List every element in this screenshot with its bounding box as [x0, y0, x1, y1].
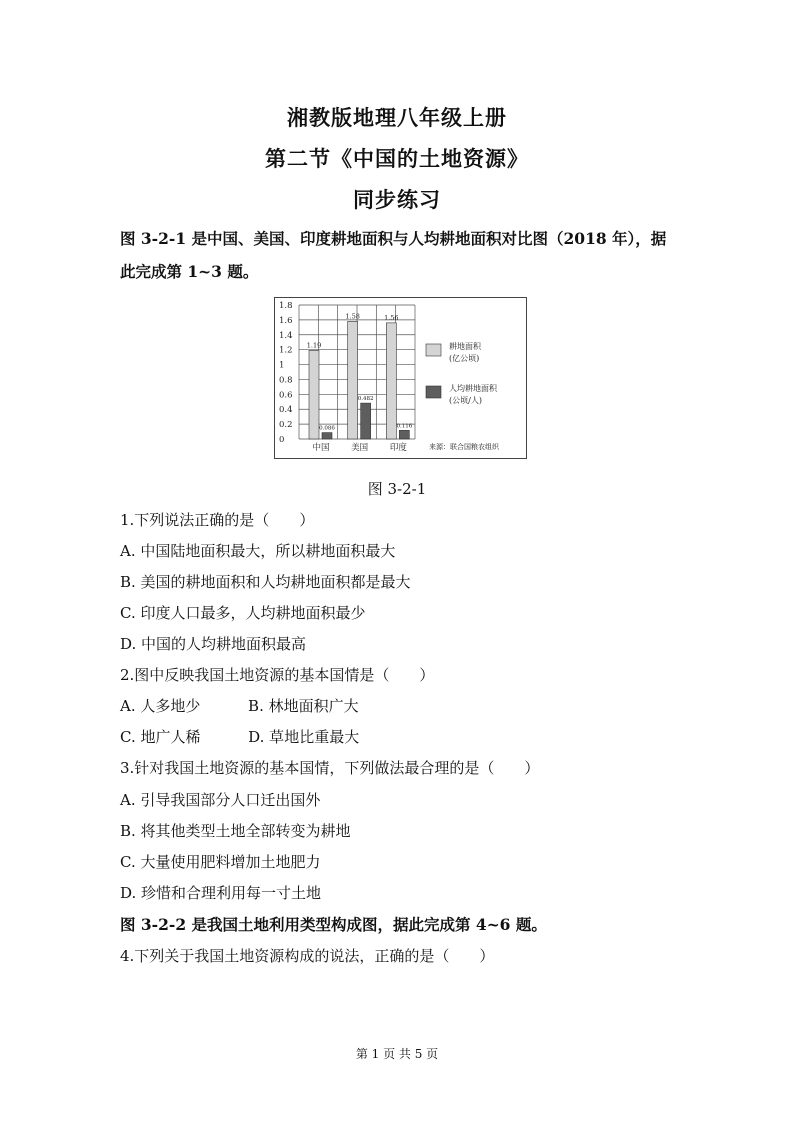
- y-tick-label: 1: [279, 360, 285, 371]
- bar-value-label: 0.482: [357, 396, 374, 403]
- y-tick-label: 0.2: [279, 420, 293, 431]
- bar-value-label: 1.58: [345, 312, 360, 321]
- bar-area: [386, 323, 396, 439]
- y-tick-label: 1.6: [279, 315, 293, 326]
- question-3-stem: 3.针对我国土地资源的基本国情，下列做法最合理的是（ ）: [120, 759, 540, 777]
- y-tick-label: 1.4: [279, 330, 293, 341]
- bar-chart-svg: [275, 298, 526, 458]
- legend-label: 耕地面积: [449, 342, 481, 351]
- y-tick-label: 0.8: [279, 375, 293, 386]
- page-footer: 第 1 页 共 5 页: [355, 1047, 439, 1061]
- question-3-option-d: D. 珍惜和合理利用每一寸土地: [120, 884, 322, 902]
- intro-paragraph-1: 图 3-2-1 是中国、美国、印度耕地面积与人均耕地面积对比图（2018 年），据此完成第 1~3 题。: [120, 229, 667, 281]
- bar-per-capita: [399, 430, 409, 439]
- x-category-label: 印度: [389, 443, 407, 453]
- bar-value-label: 0.086: [319, 425, 335, 432]
- bar-area: [309, 350, 319, 439]
- exercise-title: 同步练习: [353, 187, 441, 212]
- legend-swatch: [426, 386, 441, 398]
- bar-value-label: 1.19: [306, 341, 322, 350]
- x-category-label: 中国: [312, 443, 330, 453]
- question-1-option-d: D. 中国的人均耕地面积最高: [120, 635, 307, 653]
- legend-unit: (公顷/人): [449, 396, 482, 405]
- bar-chart: [274, 297, 527, 459]
- bar-area: [348, 321, 358, 439]
- x-category-label: 美国: [351, 443, 369, 453]
- chart-source-note: 来源：联合国粮农组织: [429, 443, 499, 451]
- question-1-option-b: B. 美国的耕地面积和人均耕地面积都是最大: [120, 573, 411, 591]
- question-3-option-b: B. 将其他类型土地全部转变为耕地: [120, 822, 351, 840]
- y-tick-label: 0.4: [279, 405, 293, 416]
- intro-paragraph-2: 图 3-2-2 是我国土地利用类型构成图，据此完成第 4~6 题。: [120, 915, 547, 934]
- question-2-stem: 2.图中反映我国土地资源的基本国情是（ ）: [120, 666, 435, 684]
- section-title: 第二节《中国的土地资源》: [265, 146, 529, 171]
- question-3-option-a: A. 引导我国部分人口迁出国外: [120, 791, 321, 809]
- y-tick-label: 1.8: [279, 301, 293, 311]
- y-tick-label: 1.2: [279, 345, 293, 356]
- legend-unit: (亿公顷): [449, 354, 480, 363]
- bar-value-label: 1.56: [384, 313, 399, 322]
- question-1-option-c: C. 印度人口最多，人均耕地面积最少: [120, 604, 366, 622]
- question-2-options-cd: C. 地广人稀 D. 草地比重最大: [120, 728, 360, 746]
- bar-value-label: 0.116: [396, 423, 413, 430]
- document-title: 湘教版地理八年级上册: [287, 105, 507, 130]
- y-tick-label: 0: [279, 435, 285, 445]
- y-tick-label: 0.6: [279, 390, 293, 401]
- question-3-option-c: C. 大量使用肥料增加土地肥力: [120, 853, 321, 871]
- legend-swatch: [426, 344, 441, 356]
- question-4-stem: 4.下列关于我国土地资源构成的说法，正确的是（ ）: [120, 947, 495, 965]
- question-1-option-a: A. 中国陆地面积最大，所以耕地面积最大: [120, 542, 396, 560]
- bar-per-capita: [322, 433, 332, 439]
- figure-caption: 图 3-2-1: [367, 480, 427, 498]
- question-2-options-ab: A. 人多地少 B. 林地面积广大: [120, 697, 359, 715]
- question-1-stem: 1.下列说法正确的是（ ）: [120, 511, 315, 529]
- bar-per-capita: [361, 403, 371, 439]
- legend-label: 人均耕地面积: [449, 384, 497, 393]
